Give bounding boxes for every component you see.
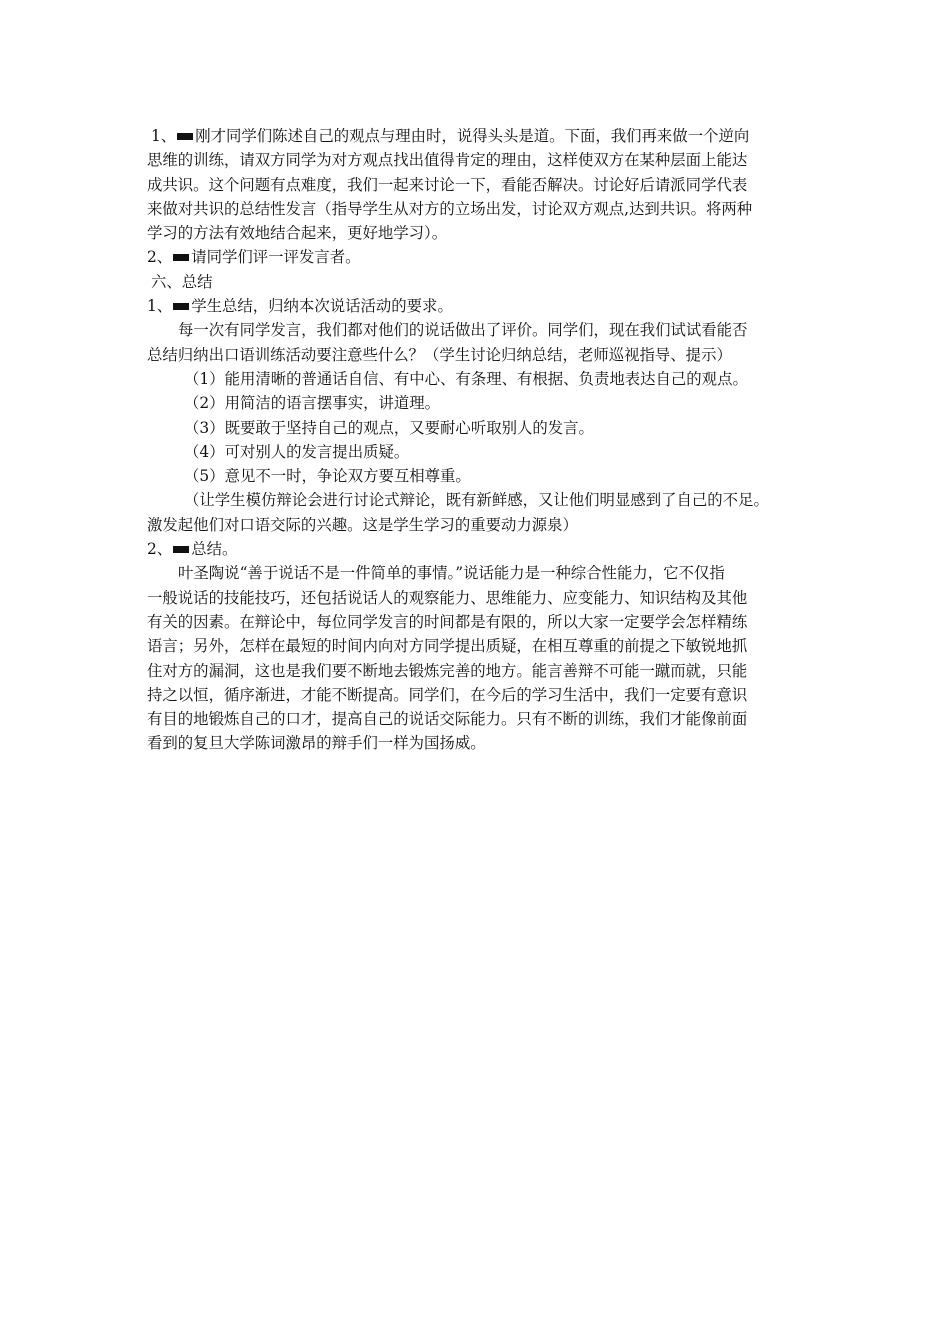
paragraph-number: 1、 [147,297,173,316]
list-item: （3）既要敢于坚持自己的观点，又要耐心听取别人的发言。 [184,418,594,437]
text-line-content: 刚才同学们陈述自己的观点与理由时，说得头头是道。下面，我们再来做一个逆向 [195,127,750,145]
text-line: 持之以恒，循序渐进，才能不断提高。同学们，在今后的学习生活中，我们一定要有意识 [147,685,748,704]
placeholder-mark-icon [177,133,193,140]
paragraph-evaluate [147,245,825,269]
text-line: 每一次有同学发言，我们都对他们的说话做出了评价。同学们，现在我们试试看能否 [178,321,748,340]
text-line-content: 总结。 [191,540,238,559]
paragraph-conclusion [147,561,825,755]
subsection-heading [147,537,825,561]
text-line [147,124,825,148]
text-line: 成共识。这个问题有点难度，我们一起来讨论一下，看能否解决。讨论好后请派同学代表 [147,175,748,194]
requirement-list [147,367,825,488]
list-item: （5）意见不一时，争论双方要互相尊重。 [184,467,471,486]
text-line: 激发起他们对口语交际的兴趣。这是学生学习的重要动力源泉） [147,515,578,534]
text-line: （让学生模仿辩论会进行讨论式辩论，既有新鲜感，又让他们明显感到了自己的不足。 [184,491,769,510]
document-page [147,124,825,756]
paragraph-number: 2、 [147,540,173,559]
list-item: （4）可对别人的发言提出质疑。 [184,442,410,461]
subsection-heading [147,294,825,318]
text-line: 总结归纳出口语训练活动要注意些什么？（学生讨论归纳总结，老师巡视指导、提示） [147,345,732,364]
paragraph-number: 2、 [147,248,173,267]
paragraph-reverse-thinking [147,124,825,245]
section-heading: 六、总结 [151,272,213,291]
text-line: 叶圣陶说“善于说话不是一件简单的事情。”说话能力是一种综合性能力，它不仅指 [178,564,725,583]
paragraph-number: 1、 [151,127,177,145]
placeholder-mark-icon [173,546,189,553]
text-line: 学习的方法有效地结合起来，更好地学习）。 [147,224,448,243]
placeholder-mark-icon [173,303,189,310]
text-line: 一般说话的技能技巧，还包括说话人的观察能力、思维能力、应变能力、知识结构及其他 [147,588,748,607]
placeholder-mark-icon [173,254,189,261]
paragraph-summary-intro [147,318,825,367]
text-line: 来做对共识的总结性发言（指导学生从对方的立场出发，讨论双方观点,达到共识。将两种 [147,199,753,218]
list-item: （2）用简洁的语言摆事实，讲道理。 [184,394,441,413]
text-line: 住对方的漏洞，这也是我们要不断地去锻炼完善的地方。能言善辩不可能一蹴而就，只能 [147,661,748,680]
text-line: 看到的复旦大学陈词激昂的辩手们一样为国扬威。 [147,734,486,753]
text-line-content: 学生总结，归纳本次说话活动的要求。 [191,297,453,316]
text-line: 有关的因素。在辩论中，每位同学发言的时间都是有限的，所以大家一定要学会怎样精练 [147,612,748,631]
paragraph-note [147,488,825,537]
text-line: 语言；另外，怎样在最短的时间内向对方同学提出质疑，在相互尊重的前提之下敏锐地抓 [147,637,748,656]
list-item: （1）能用清晰的普通话自信、有中心、有条理、有根据、负责地表达自己的观点。 [184,369,748,388]
text-line-content: 请同学们评一评发言者。 [191,248,361,267]
text-line: 思维的训练，请双方同学为对方观点找出值得肯定的理由，这样使双方在某种层面上能达 [147,151,748,170]
text-line: 有目的地锻炼自己的口才，提高自己的说话交际能力。只有不断的训练，我们才能像前面 [147,710,748,729]
